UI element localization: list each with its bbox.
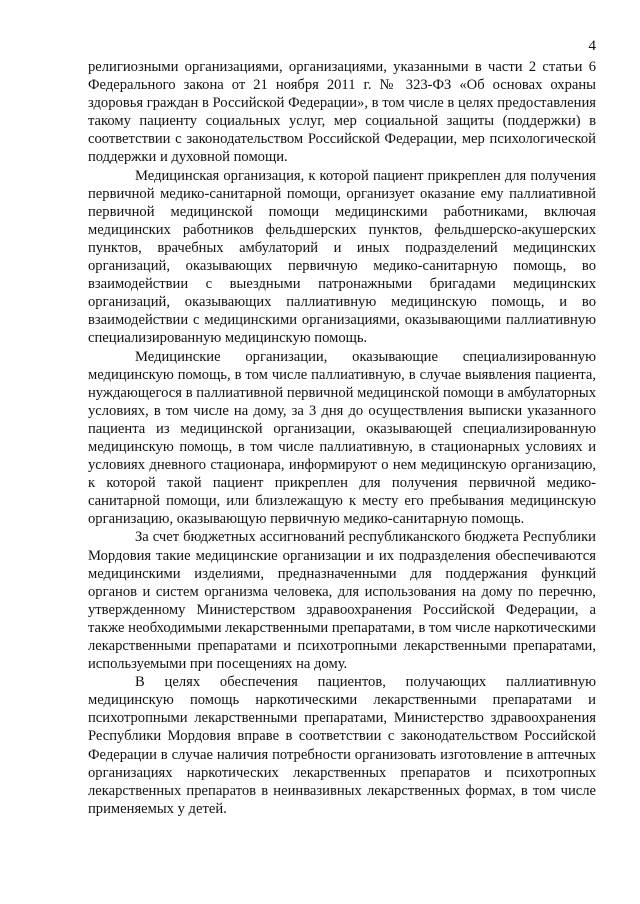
paragraph-primary-care-organization: Медицинская организация, к которой пациент прикреплен для получения первичной медико-санитарной помощи, организует оказание ему паллиативной первичной медицинской помощи медицинскими работниками, включая медицинских работников фельдшерских пунктов, фельдшерско-акушерских пунктов, врачебных амбулаторий и иных подразделений медицинских организаций, оказывающих первичную медико-санитарную помощь, во взаимодействии с выездными патронажными бригадами медицинских организаций, оказывающих паллиативную медицинскую помощь, и во взаимодействии с медицинскими организациями, оказывающими паллиативную специализированную медицинскую помощь. xyxy=(88,167,596,347)
paragraph-narcotic-drugs: В целях обеспечения пациентов, получающих паллиативную медицинскую помощь наркотическими лекарственными препаратами и психотропными лекарственными препаратами, Министерство здравоохранения Республики Мордовия вправе в соответствии с законодательством Российской Федерации в случае наличия потребности организовать изготовление в аптечных организациях наркотических лекарственных препаратов и психотропных лекарственных препаратов в неинвазивных лекарственных формах, в том числе применяемых у детей. xyxy=(88,674,596,817)
document-body xyxy=(88,58,596,818)
page-number: 4 xyxy=(588,38,596,54)
paragraph-specialized-care-organizations: Медицинские организации, оказывающие специализированную медицинскую помощь, в том числе паллиативную, в случае выявления пациента, нуждающегося в паллиативной первичной медицинской помощи в амбулаторных условиях, в том числе на дому, за 3 дня до осуществления выписки указанного пациента из медицинской организации, оказывающей специализированную медицинскую помощь, в том числе паллиативную, в стационарных условиях и условиях дневного стационара, информируют о нем медицинскую организацию, к которой такой пациент прикреплен для получения первичной медико-санитарной помощи, или близлежащую к месту его пребывания медицинскую организацию, оказывающую первичную медико-санитарную помощь. xyxy=(88,348,596,528)
paragraph-budget-funding: За счет бюджетных ассигнований республиканского бюджета Республики Мордовия такие медицинские организации и их подразделения обеспечиваются медицинскими изделиями, предназначенными для поддержания функций органов и систем организма человека, для использования на дому по перечню, утвержденному Министерством здравоохранения Российской Федерации, а также необходимыми лекарственными препаратами, в том числе наркотическими лекарственными препаратами и психотропными лекарственными препаратами, используемыми при посещениях на дому. xyxy=(88,529,596,673)
paragraph-continuation: религиозными организациями, организациями, указанными в части 2 статьи 6 Федерального закона от 21 ноября 2011 г. № 323-ФЗ «Об основах охраны здоровья граждан в Российской Федерации», в том числе в целях предоставления такому пациенту социальных услуг, мер социальной защиты (поддержки) в соответствии с законодательством Российской Федерации, мер психологической поддержки и духовной помощи. xyxy=(88,59,596,166)
